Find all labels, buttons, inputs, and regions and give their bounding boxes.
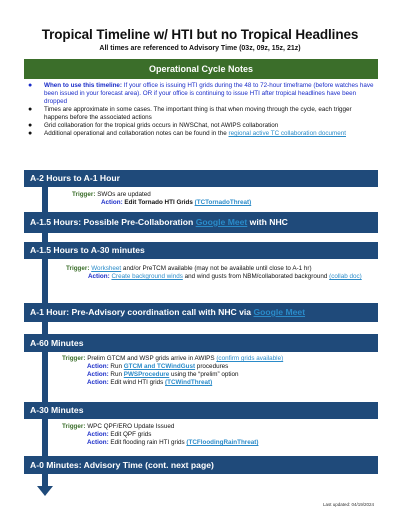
section-a30-action-qpf: Action: Edit QPF grids: [87, 431, 152, 438]
section-a15-action: Action: Create background winds and wind gusts from NBM/collaborated background (collab doc): [88, 273, 362, 280]
last-updated: Last updated: 04/19/2024: [322, 502, 374, 507]
section-a30-action-flood: Action: Edit flooding rain HTI grids (TCFloodingRainThreat): [87, 439, 259, 446]
google-meet-link-precollab[interactable]: Google Meet: [195, 217, 248, 227]
section-a30-trigger: Trigger: WPC QPF/ERO Update Issued: [62, 423, 175, 430]
tcfloodingrainthreat-link[interactable]: (TCFloodingRainThreat): [186, 439, 259, 446]
section-pre-advisory-call-header: A-1 Hour: Pre-Advisory coordination call with NHC via Google Meet: [24, 303, 378, 322]
bullet-icon: ●: [28, 106, 33, 113]
create-background-winds-link[interactable]: Create background winds: [111, 273, 183, 280]
operational-notes-list: [24, 82, 376, 138]
page-subtitle: All times are referenced to Advisory Time (03z, 09z, 15z, 21z): [99, 45, 301, 52]
section-a2-action: Action: Edit Tornado HTI Grids (TCTornadoThreat): [101, 199, 252, 206]
section-a60-action-wind: Action: Edit wind HTI grids (TCWindThreat): [87, 379, 213, 386]
bullet-icon: ●: [28, 82, 33, 89]
section-advisory-time-header: A-0 Minutes: Advisory Time (cont. next page): [24, 456, 378, 474]
timeline-arrow-icon: [37, 486, 53, 496]
section-a2-to-a1-header: A-2 Hours to A-1 Hour: [24, 170, 378, 187]
operational-cycle-notes-header: Operational Cycle Notes: [24, 59, 378, 79]
section-a60-action-pws: Action: Run PWSProcedure using the “prelim” option: [87, 371, 239, 378]
page-title: Tropical Timeline w/ HTI but no Tropical Headlines: [41, 27, 359, 42]
worksheet-link[interactable]: Worksheet: [91, 265, 122, 272]
section-a60-action-gtcm: Action: Run GTCM and TCWindGust procedures: [87, 363, 229, 370]
note-item-approximate-times: ● Times are approximate in some cases. The important thing is that when moving through the cycle, each trigger happens before the associated actions: [28, 106, 352, 121]
section-a2-trigger: Trigger: SWOs are updated: [72, 191, 151, 198]
note-item-when-to-use: ● When to use this timeline: If your office is issuing HTI grids during the 48 to 72-hour timeframe (before watches have been issued in your forecast area). OR if your office is continuing to issue HTI after tropical headlines have been dropped: [28, 82, 374, 105]
collab-doc-link[interactable]: (collab doc): [329, 273, 362, 280]
confirm-grids-link[interactable]: (confirm grids available): [216, 355, 284, 362]
section-a30-header: A-30 Minutes: [24, 402, 378, 419]
gtcm-tcwindgust-link[interactable]: GTCM and TCWindGust: [123, 363, 196, 370]
note-item-additional-notes: ● Additional operational and collaboration notes can be found in the regional active TC collaboration document: [28, 130, 346, 137]
section-a60-header: A-60 Minutes: [24, 334, 378, 352]
bullet-icon: ●: [28, 122, 33, 129]
collab-document-link[interactable]: regional active TC collaboration document: [228, 130, 346, 137]
google-meet-link-advisory[interactable]: Google Meet: [253, 307, 306, 317]
section-a15-trigger: Trigger: Worksheet and/or PreTCM available (may not be available until close to A-1 hr): [66, 265, 312, 272]
tctornadothreat-link[interactable]: (TCTornadoThreat): [194, 199, 252, 206]
section-a60-trigger: Trigger: Prelim GTCM and WSP grids arrive in AWIPS (confirm grids available): [62, 355, 284, 362]
note-item-grid-collaboration: ● Grid collaboration for the tropical grids occurs in NWSChat, not AWIPS collaboration: [28, 122, 279, 129]
section-pre-collab-header: A-1.5 Hours: Possible Pre-Collaboration Google Meet with NHC: [24, 212, 378, 233]
section-a15-to-a30-header: A-1.5 Hours to A-30 minutes: [24, 242, 378, 259]
bullet-icon: ●: [28, 130, 33, 137]
pwsprocedure-link[interactable]: PWSProcedure: [123, 371, 170, 378]
tcwindthreat-link[interactable]: (TCWindThreat): [165, 379, 213, 386]
